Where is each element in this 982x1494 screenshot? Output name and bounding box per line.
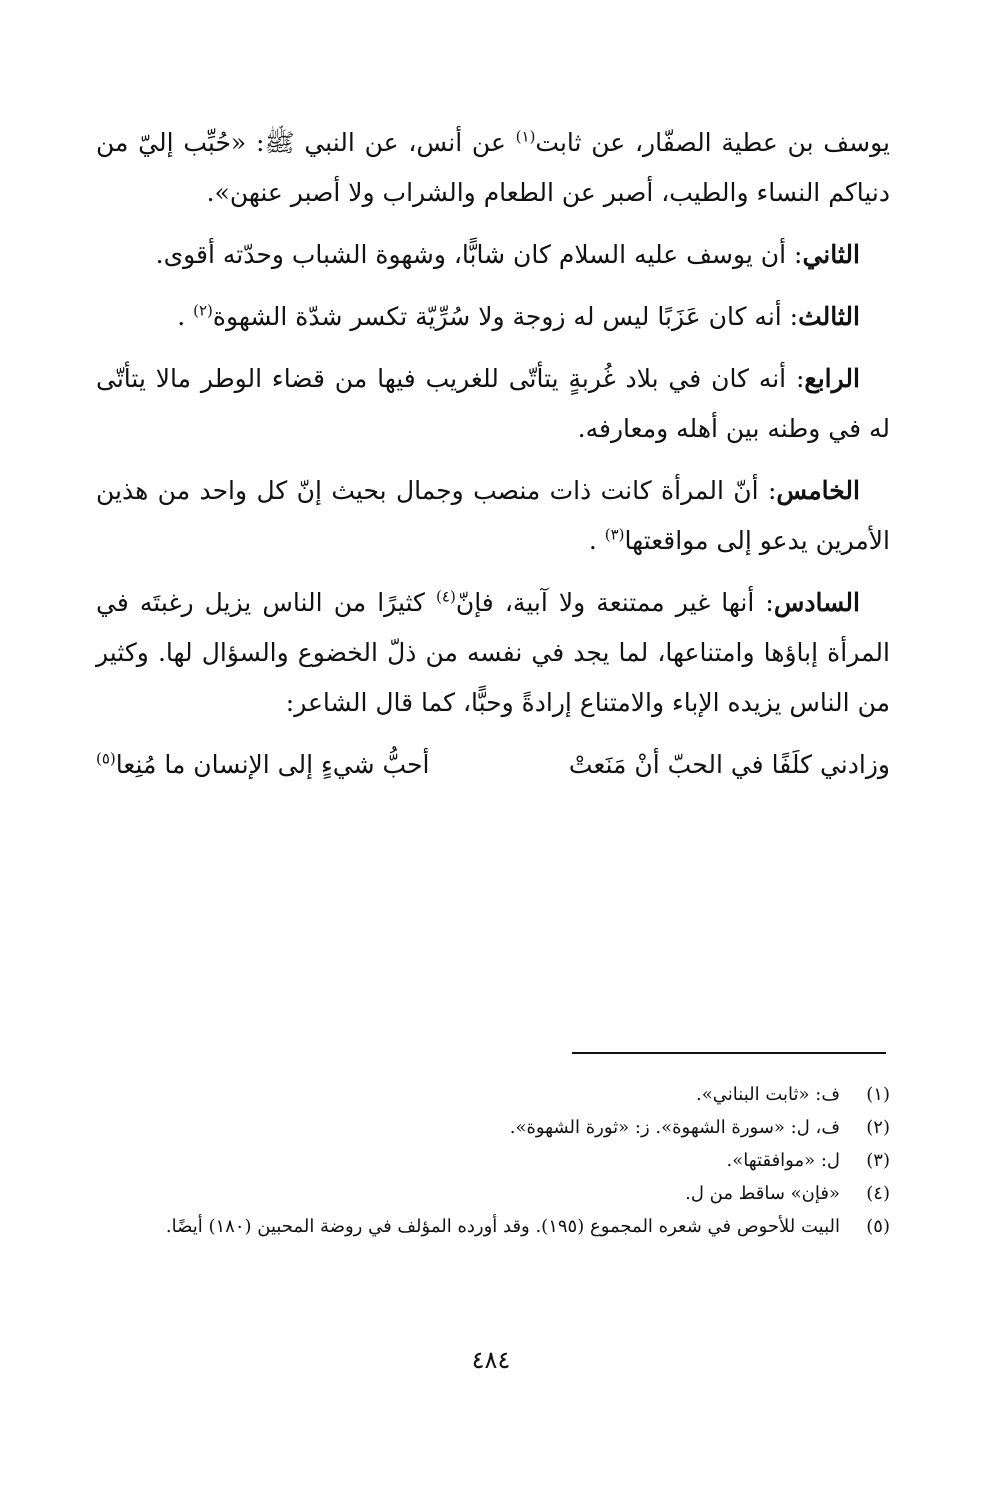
footnote-number: (٢) <box>866 1117 890 1138</box>
footnote-number: (١) <box>866 1084 890 1105</box>
paragraph-hadith <box>96 118 890 218</box>
footnote-text: ل: «موافقتها». <box>726 1150 840 1171</box>
footnote-item <box>96 1177 890 1210</box>
term-second: الثاني <box>802 240 860 269</box>
verse-second-hemistich: أحبُّ شيءٍ إلى الإنسان ما مُنِعا <box>115 750 430 779</box>
term-sixth: السادس <box>773 588 860 617</box>
footnote-ref-3: (٣) <box>604 525 625 544</box>
term-fourth: الرابع <box>804 364 860 393</box>
hadith-text-start: يوسف بن عطية الصفّار، عن ثابت <box>535 128 890 157</box>
footnote-item <box>96 1078 890 1111</box>
text-sixth-end: كثيرًا من الناس يزيل رغبتَه في المرأة إباؤها وامتناعها، لما يجد في نفسه من ذلّ الخضوع والسؤال لها. وكثير من الناس يزيده الإباء والامتناع إرادةً وحبًّا، كما قال الشاعر: <box>96 588 890 717</box>
text-second: : أن يوسف عليه السلام كان شابًّا، وشهوة الشباب وحدّته أقوى. <box>155 240 803 269</box>
term-third: الثالث <box>798 302 860 331</box>
paragraph-second <box>96 230 890 280</box>
paragraph-fifth <box>96 466 890 566</box>
footnote-item <box>96 1111 890 1144</box>
main-text <box>96 118 890 790</box>
verse-second-hemistich-wrap <box>96 740 429 790</box>
footnote-text: ف، ل: «سورة الشهوة». ز: «ثورة الشهوة». <box>509 1117 840 1138</box>
poetry-verse <box>96 740 890 790</box>
paragraph-third <box>96 292 890 342</box>
hadith-text-end: عن أنس، عن النبي ﷺ: «حُبِّب إليّ من دنياكم النساء والطيب، أصبر عن الطعام والشراب ولا أصبر عنهن». <box>96 128 890 207</box>
footnotes <box>96 1078 890 1243</box>
paragraph-sixth <box>96 578 890 728</box>
footnote-number: (٥) <box>866 1216 890 1237</box>
footnote-ref-1: (١) <box>515 127 536 146</box>
text-third: : أنه كان عَزَبًا ليس له زوجة ولا سُرِّيّة تكسر شدّة الشهوة <box>212 302 799 331</box>
footnote-ref-2: (٢) <box>193 301 213 320</box>
footnote-text: البيت للأحوص في شعره المجموع (١٩٥). وقد أورده المؤلف في روضة المحبين (١٨٠) أيضًا. <box>165 1216 840 1237</box>
footnote-divider <box>572 1052 886 1054</box>
paragraph-fourth <box>96 354 890 454</box>
footnote-text: ف: «ثابت البناني». <box>696 1084 840 1105</box>
term-fifth: الخامس <box>776 476 860 505</box>
text-fourth: : أنه كان في بلاد غُربةٍ يتأتّى للغريب فيها من قضاء الوطر مالا يتأتّى له في وطنه بين أهله ومعارفه. <box>96 364 890 443</box>
footnote-item <box>96 1210 890 1243</box>
footnote-item <box>96 1144 890 1177</box>
page-number: ٤٨٤ <box>471 1346 511 1374</box>
footnote-ref-5: (٥) <box>96 749 116 768</box>
footnote-number: (٣) <box>866 1150 890 1171</box>
footnote-ref-4: (٤) <box>436 587 456 606</box>
text-sixth-start: : أنها غير ممتنعة ولا آبية، فإنّ <box>455 588 774 617</box>
text-third-end: . <box>177 302 194 331</box>
footnote-number: (٤) <box>866 1183 890 1204</box>
text-fifth-end: . <box>588 526 605 555</box>
text-fifth: : أنّ المرأة كانت ذات منصب وجمال بحيث إنّ كل واحد من هذين الأمرين يدعو إلى مواقعتها <box>96 476 890 555</box>
footnote-text: «فإن» ساقط من ل. <box>685 1183 840 1204</box>
verse-first-hemistich: وزادني كلَفًا في الحبّ أنْ مَنَعتْ <box>568 750 890 779</box>
